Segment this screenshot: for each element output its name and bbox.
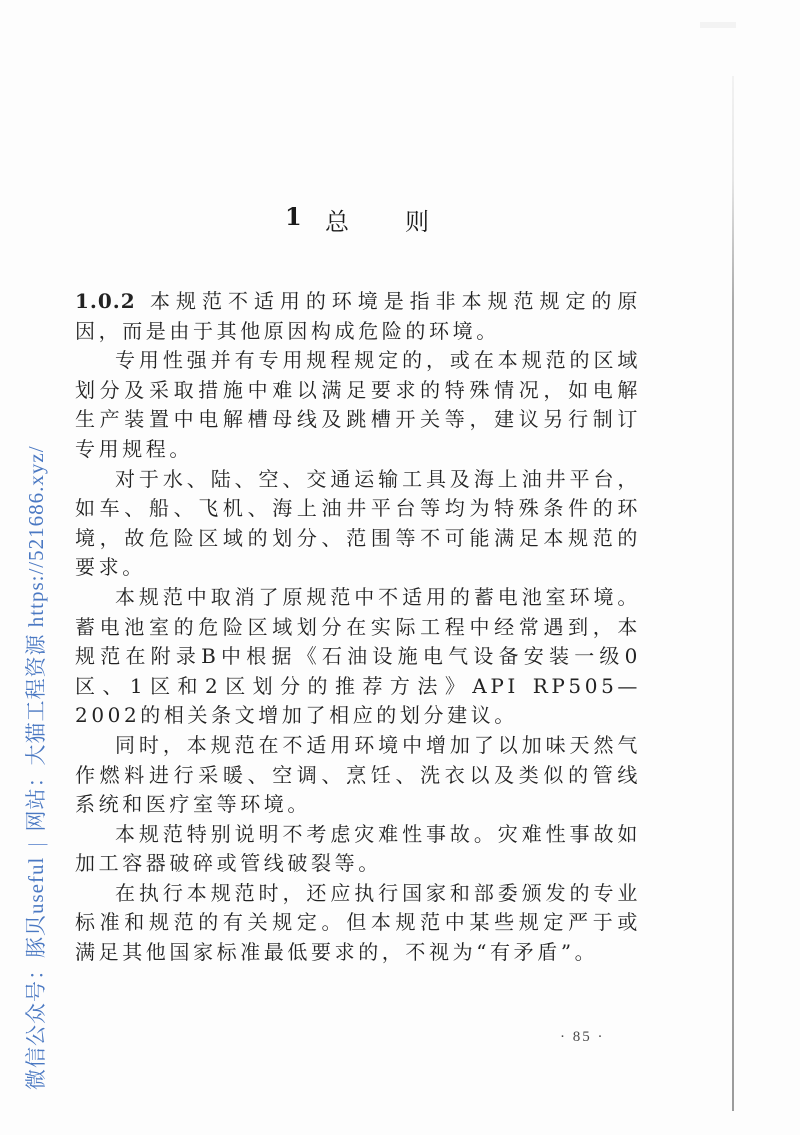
watermark-website: 网站：大猫工程资源 https://521686.xyz/ xyxy=(24,445,48,832)
paragraph-7: 在执行本规范时，还应执行国家和部委颁发的专业标准和规范的有关规定。但本规范中某些规定严于或满足其他国家标准最低要求的，不视为“有矛盾”。 xyxy=(75,880,641,965)
watermark-wechat: 微信公众号：豚贝useful xyxy=(24,856,48,1090)
paragraph-2: 专用性强并有专用规程规定的，或在本规范的区域划分及采取措施中难以满足要求的特殊情况，如电解生产装置中电解槽母线及跳槽开关等，建议另行制订专用规程。 xyxy=(75,348,641,461)
paragraph-5: 同时，本规范在不适用环境中增加了以加味天然气作燃料进行采暖、空调、烹饪、洗衣以及类似的管线系统和医疗室等环境。 xyxy=(75,732,641,817)
paragraph-3: 对于水、陆、空、交通运输工具及海上油井平台，如车、船、飞机、海上油井平台等均为特殊条件的环境，故危险区域的划分、范围等不可能满足本规范的要求。 xyxy=(75,466,641,580)
paragraph-4: 本规范中取消了原规范中不适用的蓄电池室环境。蓄电池室的危险区域划分在实际工程中经常遇到，本规范在附录B中根据《石油设施电气设备安装一级0区、1区和2区划分的推荐方法》API RP505—2002的相关条文增加了相应的划分建议。 xyxy=(75,584,641,728)
side-watermark xyxy=(22,370,50,1090)
paragraph-1 xyxy=(75,287,641,346)
watermark-separator: | xyxy=(24,841,48,847)
chapter-title-part2: 则 xyxy=(405,208,429,236)
chapter-number: 1 xyxy=(285,202,302,231)
paragraph-text: 本规范不适用的环境是指非本规范规定的原因，而是由于其他原因构成危险的环境。 xyxy=(75,289,641,343)
paragraph-6: 本规范特别说明不考虑灾难性事故。灾难性事故如加工容器破碎或管线破裂等。 xyxy=(75,821,641,876)
scan-shadow xyxy=(700,22,736,28)
page-number: · 85 · xyxy=(560,1029,605,1045)
chapter-heading xyxy=(240,198,460,242)
page-fold-line xyxy=(732,76,734,1111)
clause-number: 1.0.2 xyxy=(75,289,136,313)
chapter-title-part1: 总 xyxy=(325,208,349,236)
clause-body xyxy=(75,287,641,968)
